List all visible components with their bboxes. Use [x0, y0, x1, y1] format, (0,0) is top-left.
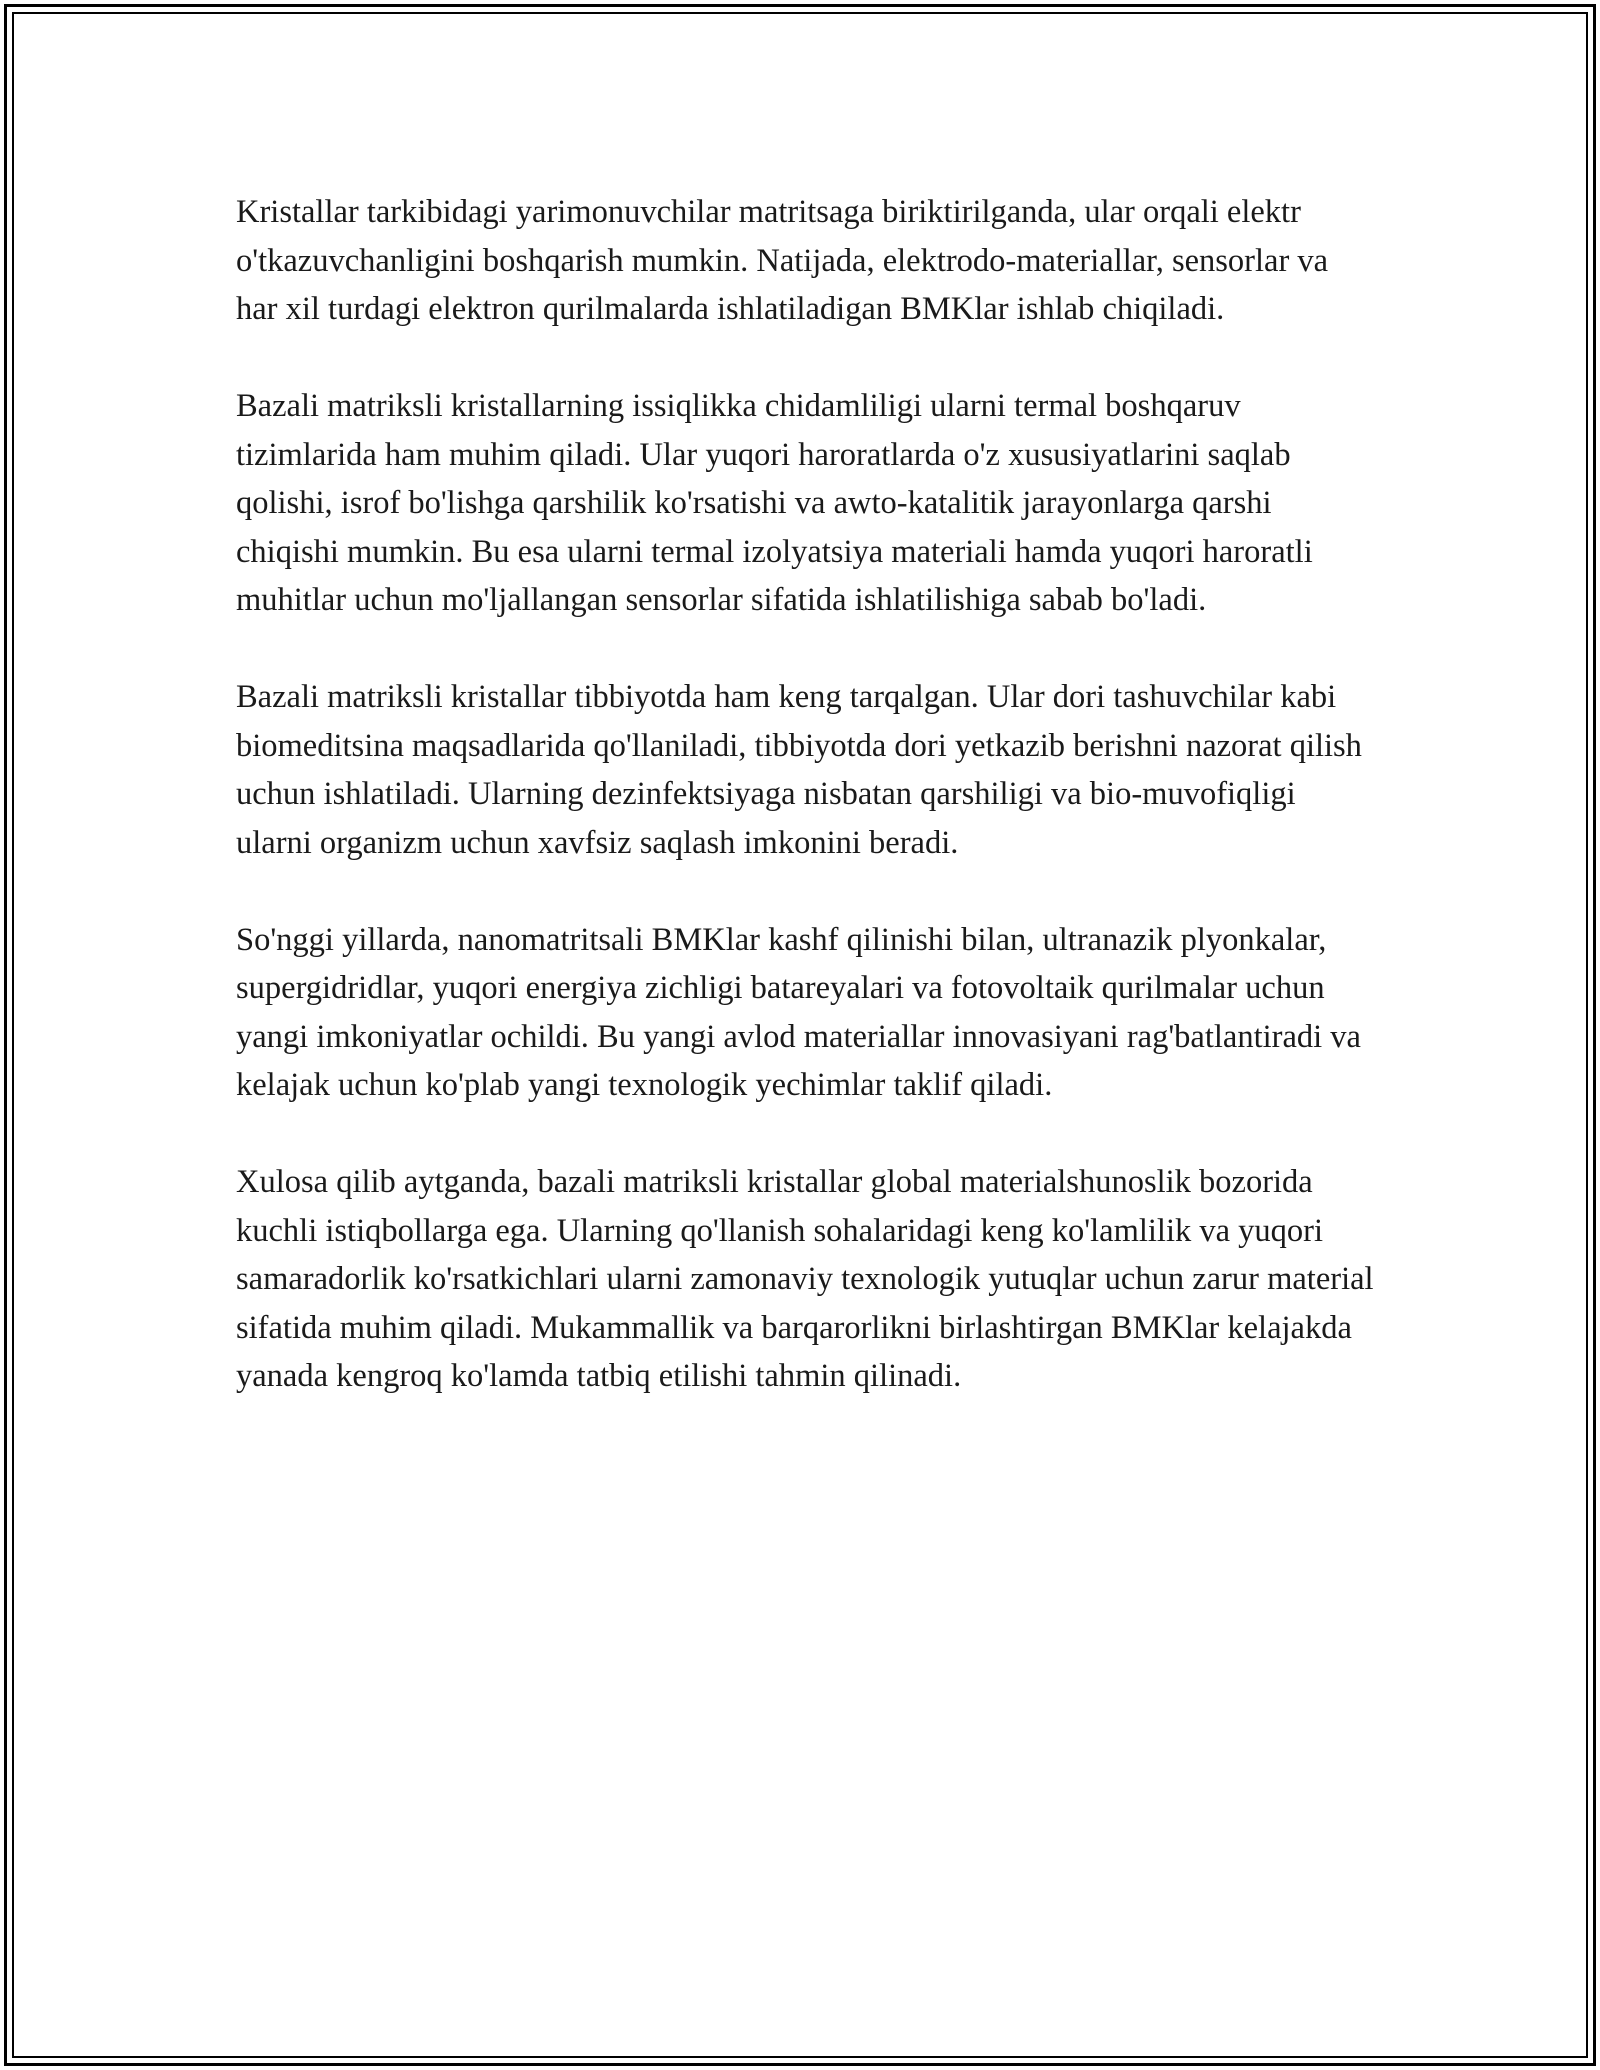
paragraph-1: Kristallar tarkibidagi yarimonuvchilar matritsaga biriktirilganda, ular orqali elektr o'tkazuvchanligini boshqarish mumkin. Natijada, elektrodo-materiallar, sensorlar va har xil turdagi elektron qurilmalarda ishlatiladigan BMKlar ishlab chiqiladi. [236, 194, 1329, 327]
paragraph-5: Xulosa qilib aytganda, bazali matriksli kristallar global materialshunoslik bozorida kuchli istiqbollarga ega. Ularning qo'llanish sohalaridagi keng ko'lamlilik va yuqori samaradorlik ko'rsatkichlari ularni zamonaviy texnologik yutuqlar uchun zarur material sifatida muhim qiladi. Mukammallik va barqarorlikni birlashtirgan BMKlar kelajakda yanada kengroq ko'lamda tatbiq etilishi tahmin qilinadi. [236, 1164, 1374, 1394]
document-body [236, 188, 1376, 1401]
paragraph-2: Bazali matriksli kristallarning issiqlikka chidamliligi ularni termal boshqaruv tizimlarida ham muhim qiladi. Ular yuqori haroratlarda o'z xususiyatlarini saqlab qolishi, isrof bo'lishga qarshilik ko'rsatishi va awto-katalitik jarayonlarga qarshi chiqishi mumkin. Bu esa ularni termal izolyatsiya materiali hamda yuqori haroratli muhitlar uchun mo'ljallangan sensorlar sifatida ishlatilishiga sabab bo'ladi. [236, 388, 1313, 618]
paragraph-3: Bazali matriksli kristallar tibbiyotda ham keng tarqalgan. Ular dori tashuvchilar kabi biomeditsina maqsadlarida qo'llaniladi, tibbiyotda dori yetkazib berishni nazorat qilish uchun ishlatiladi. Ularning dezinfektsiyaga nisbatan qarshiligi va bio-muvofiqligi ularni organizm uchun xavfsiz saqlash imkonini beradi. [236, 679, 1362, 861]
paragraph-4: So'nggi yillarda, nanomatritsali BMKlar kashf qilinishi bilan, ultranazik plyonkalar, supergidridlar, yuqori energiya zichligi batareyalari va fotovoltaik qurilmalar uchun yangi imkoniyatlar ochildi. Bu yangi avlod materiallar innovasiyani rag'batlantiradi va kelajak uchun ko'plab yangi texnologik yechimlar taklif qiladi. [236, 921, 1361, 1103]
